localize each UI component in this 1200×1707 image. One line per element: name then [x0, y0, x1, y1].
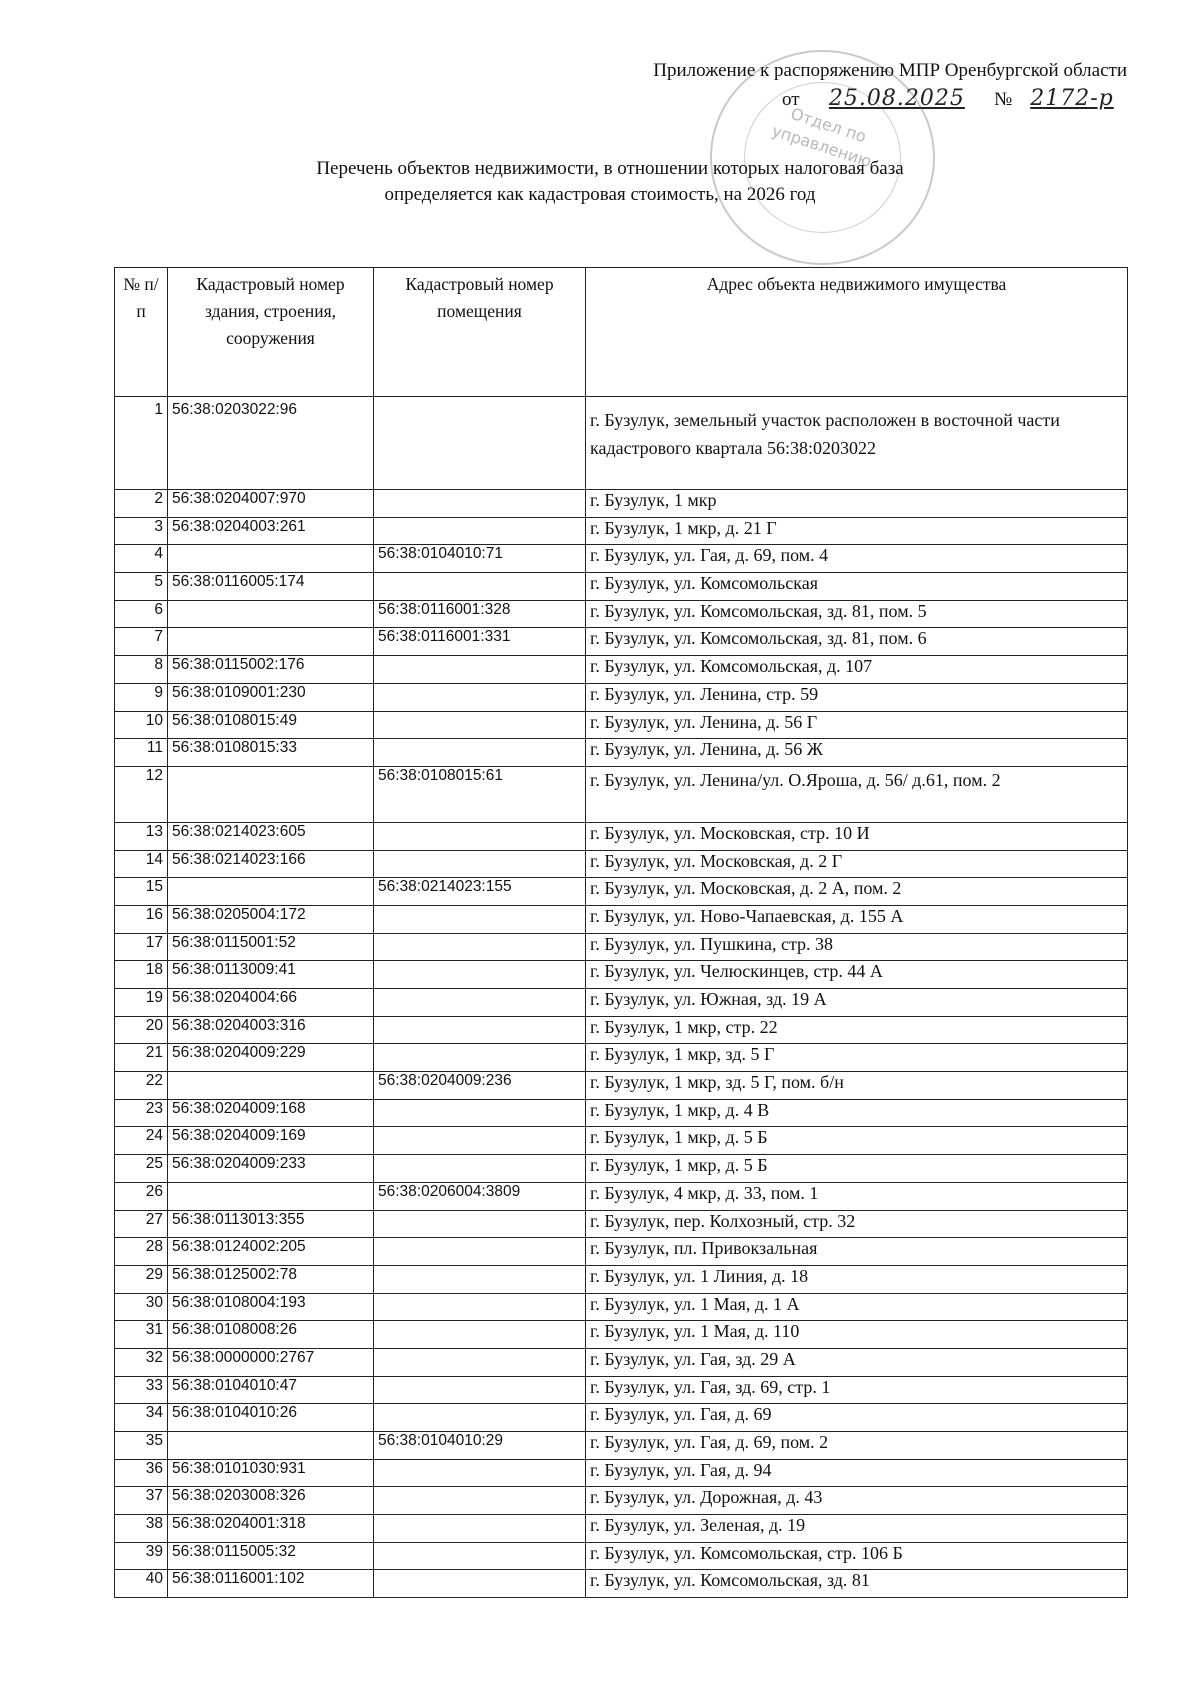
room-cadastral-cell [374, 573, 586, 601]
table-row [115, 1044, 1128, 1072]
building-cadastral-cell: 56:38:0124002:205 [168, 1238, 374, 1266]
table-row [115, 739, 1128, 767]
room-cadastral-cell: 56:38:0214023:155 [374, 878, 586, 906]
address-cell: г. Бузулук, ул. 1 Линия, д. 18 [586, 1265, 1128, 1293]
building-cadastral-cell: 56:38:0108015:49 [168, 711, 374, 739]
row-number-cell: 7 [115, 628, 168, 656]
row-number-cell: 4 [115, 545, 168, 573]
table-row [115, 711, 1128, 739]
room-cadastral-cell [374, 1155, 586, 1183]
table-body [115, 397, 1128, 1598]
table-row [115, 1238, 1128, 1266]
table-row [115, 1487, 1128, 1515]
room-cadastral-cell [374, 1321, 586, 1349]
address-cell: г. Бузулук, ул. Комсомольская, стр. 106 Б [586, 1542, 1128, 1570]
header-address: Адрес объекта недвижимого имущества [586, 268, 1128, 397]
room-cadastral-cell: 56:38:0104010:71 [374, 545, 586, 573]
address-cell: г. Бузулук, ул. Комсомольская, зд. 81, пом. 6 [586, 628, 1128, 656]
room-cadastral-cell [374, 1265, 586, 1293]
appendix-text: Приложение к распоряжению МПР Оренбургской области [653, 60, 1127, 81]
row-number-cell: 19 [115, 989, 168, 1017]
row-number-cell: 26 [115, 1182, 168, 1210]
table-row [115, 933, 1128, 961]
address-cell: г. Бузулук, ул. Гая, зд. 29 А [586, 1348, 1128, 1376]
room-cadastral-cell: 56:38:0204009:236 [374, 1072, 586, 1100]
table-row [115, 573, 1128, 601]
row-number-cell: 37 [115, 1487, 168, 1515]
room-cadastral-cell [374, 961, 586, 989]
row-number-cell: 14 [115, 850, 168, 878]
address-cell: г. Бузулук, ул. Московская, д. 2 Г [586, 850, 1128, 878]
building-cadastral-cell: 56:38:0203022:96 [168, 397, 374, 490]
room-cadastral-cell [374, 1044, 586, 1072]
address-cell: г. Бузулук, ул. Комсомольская, д. 107 [586, 656, 1128, 684]
building-cadastral-cell: 56:38:0109001:230 [168, 683, 374, 711]
header-number: № п/п [115, 268, 168, 397]
table-row [115, 1404, 1128, 1432]
building-cadastral-cell [168, 1182, 374, 1210]
address-cell: г. Бузулук, ул. Челюскинцев, стр. 44 А [586, 961, 1128, 989]
room-cadastral-cell [374, 850, 586, 878]
table-row [115, 683, 1128, 711]
address-cell: г. Бузулук, 1 мкр, д. 5 Б [586, 1127, 1128, 1155]
row-number-cell: 6 [115, 600, 168, 628]
table-row [115, 822, 1128, 850]
building-cadastral-cell: 56:38:0214023:166 [168, 850, 374, 878]
row-number-cell: 12 [115, 766, 168, 822]
row-number-cell: 2 [115, 490, 168, 518]
room-cadastral-cell [374, 1210, 586, 1238]
row-number-cell: 39 [115, 1542, 168, 1570]
header-room-cadastral: Кадастровый номер помещения [374, 268, 586, 397]
address-cell: г. Бузулук, пл. Привокзальная [586, 1238, 1128, 1266]
order-date-number-line [0, 86, 1127, 111]
row-number-cell: 36 [115, 1459, 168, 1487]
room-cadastral-cell [374, 989, 586, 1017]
address-cell: г. Бузулук, ул. Московская, д. 2 А, пом. 2 [586, 878, 1128, 906]
building-cadastral-cell: 56:38:0204009:169 [168, 1127, 374, 1155]
building-cadastral-cell: 56:38:0205004:172 [168, 905, 374, 933]
address-cell: г. Бузулук, ул. Гая, зд. 69, стр. 1 [586, 1376, 1128, 1404]
table-row [115, 1210, 1128, 1238]
table-row [115, 1182, 1128, 1210]
table-row [115, 905, 1128, 933]
building-cadastral-cell: 56:38:0115001:52 [168, 933, 374, 961]
table-row [115, 1127, 1128, 1155]
room-cadastral-cell [374, 1515, 586, 1543]
address-cell: г. Бузулук, 1 мкр, зд. 5 Г, пом. б/н [586, 1072, 1128, 1100]
building-cadastral-cell: 56:38:0204007:970 [168, 490, 374, 518]
address-cell: г. Бузулук, ул. Комсомольская, зд. 81, пом. 5 [586, 600, 1128, 628]
address-cell: г. Бузулук, ул. Ленина/ул. О.Яроша, д. 56/ д.61, пом. 2 [586, 766, 1128, 822]
row-number-cell: 28 [115, 1238, 168, 1266]
building-cadastral-cell: 56:38:0204009:229 [168, 1044, 374, 1072]
table-row [115, 1348, 1128, 1376]
address-cell: г. Бузулук, ул. Московская, стр. 10 И [586, 822, 1128, 850]
row-number-cell: 40 [115, 1570, 168, 1598]
table-row [115, 1542, 1128, 1570]
building-cadastral-cell: 56:38:0116001:102 [168, 1570, 374, 1598]
row-number-cell: 5 [115, 573, 168, 601]
row-number-cell: 35 [115, 1432, 168, 1460]
row-number-cell: 34 [115, 1404, 168, 1432]
row-number-cell: 32 [115, 1348, 168, 1376]
building-cadastral-cell: 56:38:0113013:355 [168, 1210, 374, 1238]
number-prefix: № [994, 89, 1013, 110]
building-cadastral-cell: 56:38:0204001:318 [168, 1515, 374, 1543]
room-cadastral-cell: 56:38:0206004:3809 [374, 1182, 586, 1210]
building-cadastral-cell: 56:38:0204003:261 [168, 517, 374, 545]
table-row [115, 961, 1128, 989]
row-number-cell: 3 [115, 517, 168, 545]
table-row [115, 766, 1128, 822]
building-cadastral-cell: 56:38:0204009:233 [168, 1155, 374, 1183]
table-row [115, 397, 1128, 490]
table-row [115, 1072, 1128, 1100]
row-number-cell: 22 [115, 1072, 168, 1100]
address-cell: г. Бузулук, 1 мкр, стр. 22 [586, 1016, 1128, 1044]
row-number-cell: 18 [115, 961, 168, 989]
building-cadastral-cell [168, 878, 374, 906]
building-cadastral-cell: 56:38:0115002:176 [168, 656, 374, 684]
building-cadastral-cell [168, 545, 374, 573]
building-cadastral-cell: 56:38:0104010:47 [168, 1376, 374, 1404]
address-cell: г. Бузулук, ул. Гая, д. 69 [586, 1404, 1128, 1432]
address-cell: г. Бузулук, ул. Южная, зд. 19 А [586, 989, 1128, 1017]
row-number-cell: 11 [115, 739, 168, 767]
row-number-cell: 23 [115, 1099, 168, 1127]
room-cadastral-cell [374, 1487, 586, 1515]
building-cadastral-cell [168, 600, 374, 628]
table-row [115, 850, 1128, 878]
address-cell: г. Бузулук, ул. Комсомольская, зд. 81 [586, 1570, 1128, 1598]
room-cadastral-cell: 56:38:0108015:61 [374, 766, 586, 822]
building-cadastral-cell: 56:38:0204009:168 [168, 1099, 374, 1127]
room-cadastral-cell [374, 1099, 586, 1127]
header-building-cadastral: Кадастровый номер здания, строения, сооружения [168, 268, 374, 397]
table-row [115, 490, 1128, 518]
building-cadastral-cell [168, 1432, 374, 1460]
document-title-line-1: Перечень объектов недвижимости, в отношении которых налоговая база [316, 158, 904, 179]
document-title-line-2: определяется как кадастровая стоимость, на 2026 год [384, 184, 816, 205]
address-cell: г. Бузулук, 4 мкр, д. 33, пом. 1 [586, 1182, 1128, 1210]
room-cadastral-cell [374, 656, 586, 684]
room-cadastral-cell [374, 1127, 586, 1155]
room-cadastral-cell [374, 1459, 586, 1487]
appendix-heading [0, 60, 1127, 82]
row-number-cell: 31 [115, 1321, 168, 1349]
room-cadastral-cell [374, 739, 586, 767]
table-row [115, 1099, 1128, 1127]
address-cell: г. Бузулук, ул. Гая, д. 69, пом. 4 [586, 545, 1128, 573]
table-row [115, 1515, 1128, 1543]
row-number-cell: 9 [115, 683, 168, 711]
building-cadastral-cell: 56:38:0113009:41 [168, 961, 374, 989]
table-row [115, 1293, 1128, 1321]
table-row [115, 1376, 1128, 1404]
row-number-cell: 24 [115, 1127, 168, 1155]
address-cell: г. Бузулук, ул. Ленина, д. 56 Г [586, 711, 1128, 739]
table-row [115, 1155, 1128, 1183]
row-number-cell: 17 [115, 933, 168, 961]
building-cadastral-cell: 56:38:0125002:78 [168, 1265, 374, 1293]
room-cadastral-cell [374, 1376, 586, 1404]
room-cadastral-cell: 56:38:0116001:328 [374, 600, 586, 628]
address-cell: г. Бузулук, ул. Дорожная, д. 43 [586, 1487, 1128, 1515]
address-cell: г. Бузулук, ул. Ленина, д. 56 Ж [586, 739, 1128, 767]
table-row [115, 656, 1128, 684]
address-cell: г. Бузулук, 1 мкр, д. 5 Б [586, 1155, 1128, 1183]
room-cadastral-cell [374, 1542, 586, 1570]
row-number-cell: 15 [115, 878, 168, 906]
room-cadastral-cell [374, 1293, 586, 1321]
row-number-cell: 1 [115, 397, 168, 490]
room-cadastral-cell [374, 905, 586, 933]
address-cell: г. Бузулук, ул. 1 Мая, д. 110 [586, 1321, 1128, 1349]
building-cadastral-cell: 56:38:0204003:316 [168, 1016, 374, 1044]
room-cadastral-cell [374, 517, 586, 545]
room-cadastral-cell [374, 1404, 586, 1432]
building-cadastral-cell: 56:38:0108004:193 [168, 1293, 374, 1321]
table-row [115, 600, 1128, 628]
address-cell: г. Бузулук, земельный участок расположен в восточной части кадастрового квартала 56:38:0203022 [586, 397, 1128, 490]
table-row [115, 545, 1128, 573]
row-number-cell: 38 [115, 1515, 168, 1543]
table-row [115, 628, 1128, 656]
room-cadastral-cell [374, 1570, 586, 1598]
address-cell: г. Бузулук, ул. Ленина, стр. 59 [586, 683, 1128, 711]
row-number-cell: 33 [115, 1376, 168, 1404]
address-cell: г. Бузулук, ул. Ново-Чапаевская, д. 155 А [586, 905, 1128, 933]
building-cadastral-cell: 56:38:0108008:26 [168, 1321, 374, 1349]
room-cadastral-cell [374, 711, 586, 739]
row-number-cell: 21 [115, 1044, 168, 1072]
table-row [115, 517, 1128, 545]
address-cell: г. Бузулук, ул. Пушкина, стр. 38 [586, 933, 1128, 961]
address-cell: г. Бузулук, 1 мкр, д. 4 В [586, 1099, 1128, 1127]
row-number-cell: 25 [115, 1155, 168, 1183]
table-row [115, 878, 1128, 906]
building-cadastral-cell [168, 766, 374, 822]
date-prefix: от [782, 89, 800, 110]
property-list-table [114, 267, 1128, 1598]
table-row [115, 1570, 1128, 1598]
table-row [115, 1016, 1128, 1044]
address-cell: г. Бузулук, ул. 1 Мая, д. 1 А [586, 1293, 1128, 1321]
row-number-cell: 27 [115, 1210, 168, 1238]
room-cadastral-cell: 56:38:0116001:331 [374, 628, 586, 656]
address-cell: г. Бузулук, 1 мкр, зд. 5 Г [586, 1044, 1128, 1072]
room-cadastral-cell [374, 397, 586, 490]
building-cadastral-cell: 56:38:0204004:66 [168, 989, 374, 1017]
row-number-cell: 8 [115, 656, 168, 684]
row-number-cell: 10 [115, 711, 168, 739]
room-cadastral-cell [374, 490, 586, 518]
address-cell: г. Бузулук, ул. Гая, д. 69, пом. 2 [586, 1432, 1128, 1460]
address-cell: г. Бузулук, ул. Гая, д. 94 [586, 1459, 1128, 1487]
building-cadastral-cell: 56:38:0116005:174 [168, 573, 374, 601]
room-cadastral-cell [374, 1238, 586, 1266]
building-cadastral-cell: 56:38:0101030:931 [168, 1459, 374, 1487]
address-cell: г. Бузулук, пер. Колхозный, стр. 32 [586, 1210, 1128, 1238]
building-cadastral-cell: 56:38:0203008:326 [168, 1487, 374, 1515]
address-cell: г. Бузулук, 1 мкр, д. 21 Г [586, 517, 1128, 545]
building-cadastral-cell: 56:38:0104010:26 [168, 1404, 374, 1432]
room-cadastral-cell: 56:38:0104010:29 [374, 1432, 586, 1460]
address-cell: г. Бузулук, 1 мкр [586, 490, 1128, 518]
table-row [115, 1459, 1128, 1487]
room-cadastral-cell [374, 1348, 586, 1376]
room-cadastral-cell [374, 933, 586, 961]
row-number-cell: 16 [115, 905, 168, 933]
building-cadastral-cell: 56:38:0214023:605 [168, 822, 374, 850]
row-number-cell: 30 [115, 1293, 168, 1321]
row-number-cell: 13 [115, 822, 168, 850]
address-cell: г. Бузулук, ул. Комсомольская [586, 573, 1128, 601]
room-cadastral-cell [374, 1016, 586, 1044]
building-cadastral-cell: 56:38:0115005:32 [168, 1542, 374, 1570]
stamp-text: Отдел по управлению [769, 103, 875, 172]
handwritten-number: 2172-р [1030, 86, 1114, 111]
table-row [115, 1265, 1128, 1293]
building-cadastral-cell: 56:38:0000000:2767 [168, 1348, 374, 1376]
row-number-cell: 29 [115, 1265, 168, 1293]
table-header-row [115, 268, 1128, 397]
table-row [115, 989, 1128, 1017]
table-row [115, 1321, 1128, 1349]
row-number-cell: 20 [115, 1016, 168, 1044]
handwritten-date: 25.08.2025 [828, 86, 965, 111]
building-cadastral-cell: 56:38:0108015:33 [168, 739, 374, 767]
room-cadastral-cell [374, 822, 586, 850]
room-cadastral-cell [374, 683, 586, 711]
address-cell: г. Бузулук, ул. Зеленая, д. 19 [586, 1515, 1128, 1543]
building-cadastral-cell [168, 628, 374, 656]
building-cadastral-cell [168, 1072, 374, 1100]
table-row [115, 1432, 1128, 1460]
